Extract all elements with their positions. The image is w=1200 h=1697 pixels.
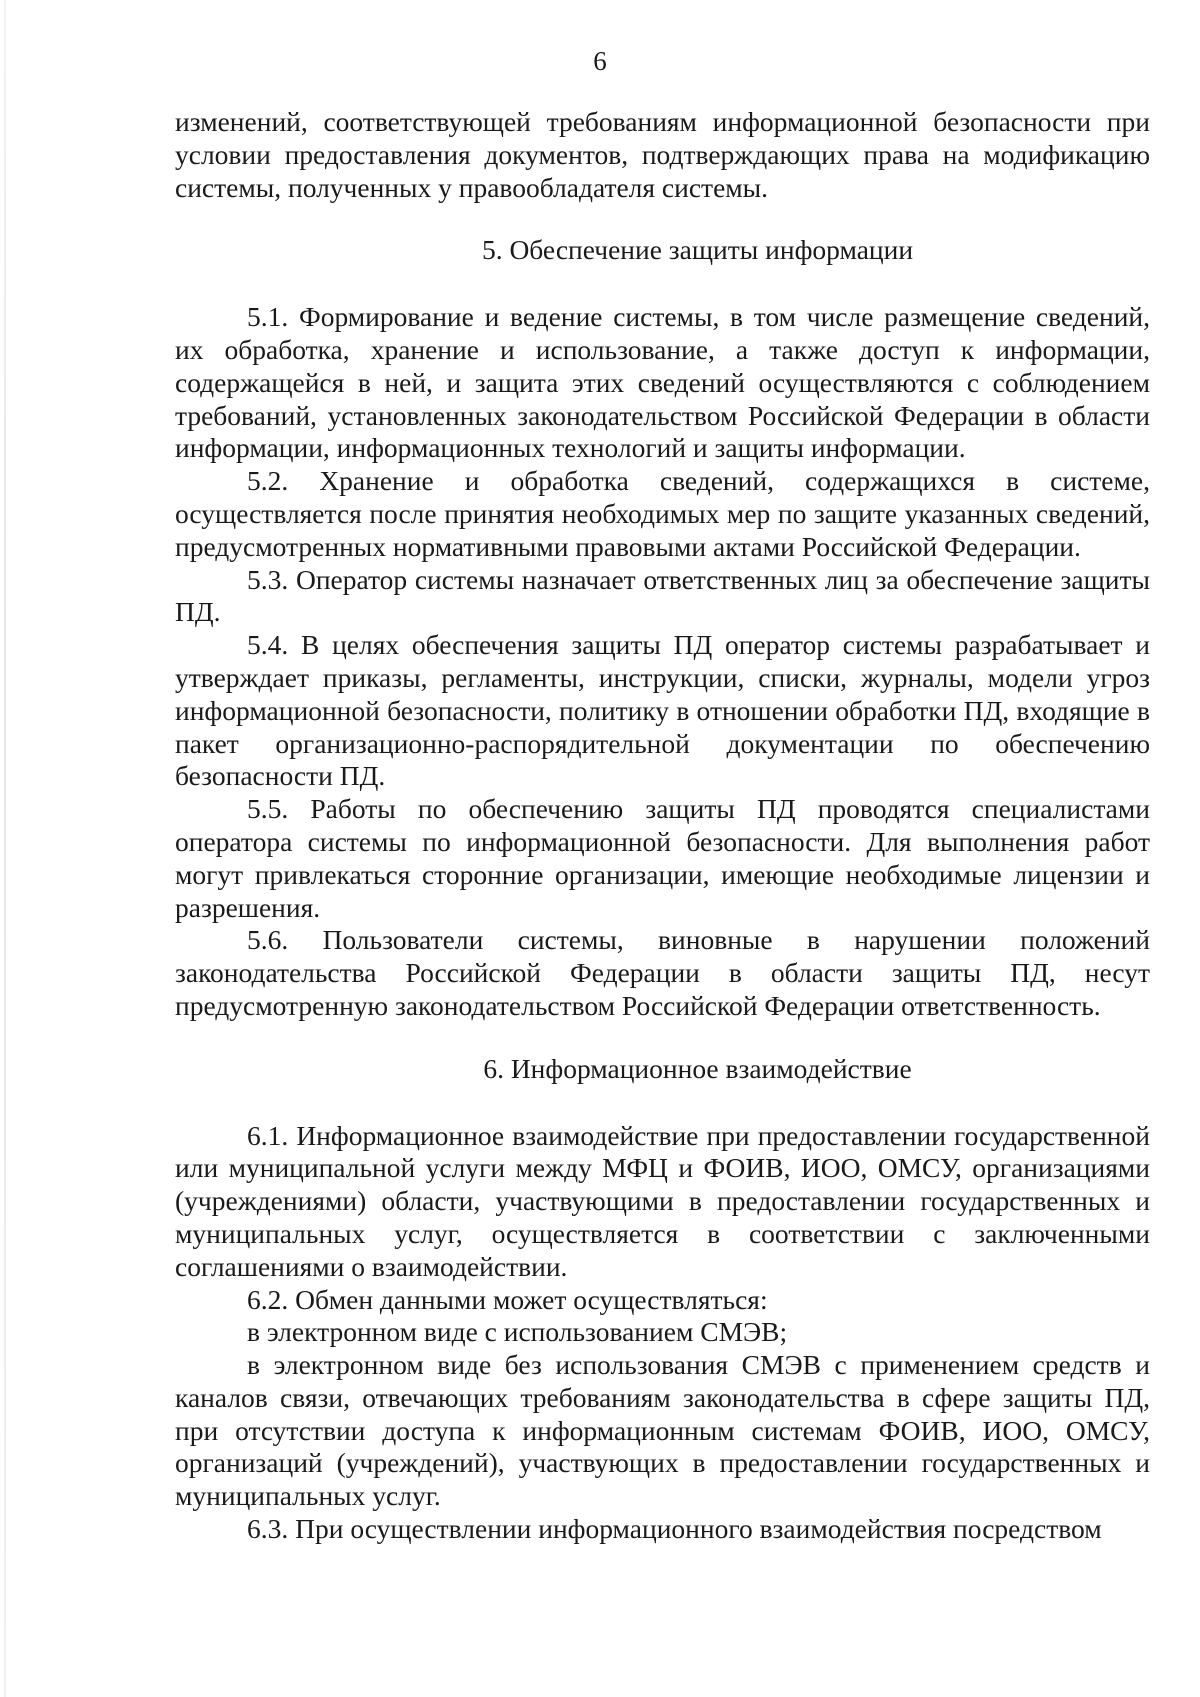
continuation-paragraph: изменений, соответствующей требованиям информационной безопасности при условии предоставления документов, подтверждающих права на модификацию системы, полученных у правообладателя системы. bbox=[175, 106, 1150, 203]
clause-6-2-item-1: в электронном виде с использованием СМЭВ; bbox=[247, 1316, 788, 1348]
clause-5-1: 5.1. Формирование и ведение системы, в том числе размещение сведений, их обработка, хранение и использование, а также доступ к информации, содержащейся в ней, и защита этих сведений осуществляются с соблюдением требований, установленных законодательством Российской Федерации в области информации, информационных технологий и защиты информации. bbox=[175, 301, 1150, 464]
clause-6-2-item-2: в электронном виде без использования СМЭВ с применением средств и каналов связи, отвечающих требованиям законодательства в сфере защиты ПД, при отсутствии доступа к информационным системам ФОИВ, ИОО, ОМСУ, организаций (учреждений), участвующих в предоставлении государственных и муниципальных услуг. bbox=[175, 1349, 1150, 1512]
document-body bbox=[175, 106, 1150, 1546]
section-5-heading: 5. Обеспечение защиты информации bbox=[481, 234, 914, 266]
clause-5-3: 5.3. Оператор системы назначает ответственных лиц за обеспечение защиты ПД. bbox=[175, 563, 1150, 628]
clause-5-6: 5.6. Пользователи системы, виновные в нарушении положений законодательства Российской Федерации в области защиты ПД, несут предусмотренную законодательством Российской Федерации ответственность. bbox=[175, 924, 1150, 1021]
clause-6-3: 6.3. При осуществлении информационного взаимодействия посредством bbox=[247, 1513, 1102, 1545]
clause-6-1: 6.1. Информационное взаимодействие при предоставлении государственной или муниципальной услуги между МФЦ и ФОИВ, ИОО, ОМСУ, организациями (учреждениями) области, участвующими в предоставлении государственных и муниципальных услуг, осуществляется в соответствии с заключенными соглашениями о взаимодействии. bbox=[175, 1119, 1150, 1282]
scan-edge-shadow bbox=[4, 0, 6, 1697]
page-number: 6 bbox=[593, 46, 607, 76]
clause-5-5: 5.5. Работы по обеспечению защиты ПД проводятся специалистами оператора системы по информационной безопасности. Для выполнения работ могут привлекаться сторонние организации, имеющие необходимые лицензии и разрешения. bbox=[175, 793, 1150, 923]
clause-6-2: 6.2. Обмен данными может осуществляться: bbox=[247, 1283, 768, 1315]
clause-5-4: 5.4. В целях обеспечения защиты ПД оператор системы разрабатывает и утверждает приказы, регламенты, инструкции, списки, журналы, модели угроз информационной безопасности, политику в отношении обработки ПД, входящие в пакет организационно-распорядительной документации по обеспечению безопасности ПД. bbox=[175, 629, 1150, 792]
section-6-heading: 6. Информационное взаимодействие bbox=[483, 1052, 912, 1084]
clause-5-2: 5.2. Хранение и обработка сведений, содержащихся в системе, осуществляется после принятия необходимых мер по защите указанных сведений, предусмотренных нормативными правовыми актами Российской Федерации. bbox=[175, 465, 1150, 562]
